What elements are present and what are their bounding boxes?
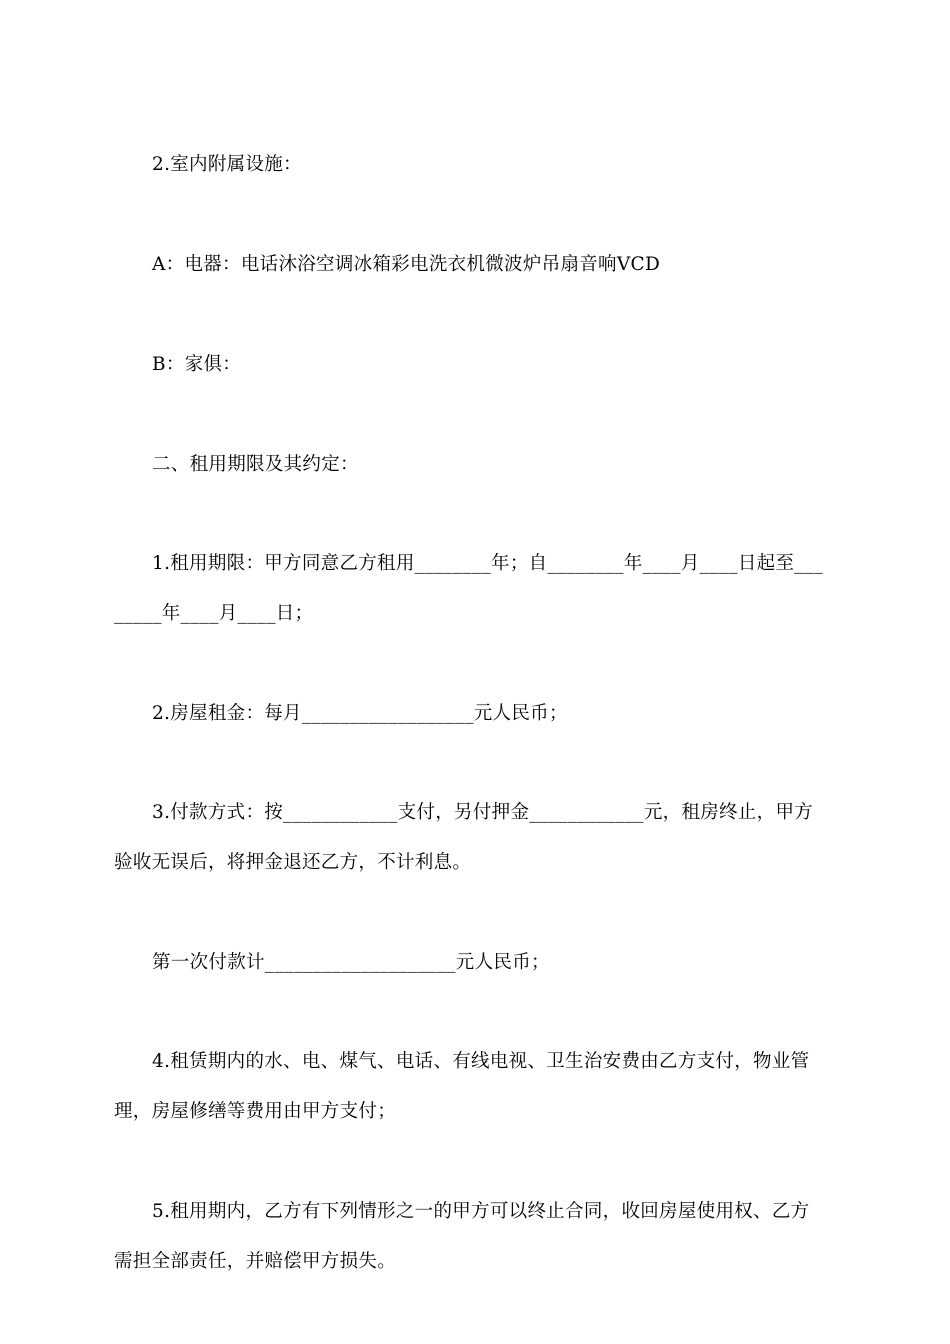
clause-3-line-1: 3.付款方式：按____________支付，另付押金____________元，租房终止，甲方 xyxy=(152,802,814,823)
clause-4-line-1: 4.租赁期内的水、电、煤气、电话、有线电视、卫生治安费由乙方支付，物业管 xyxy=(152,1051,810,1072)
clause-2-rent: 2.房屋租金：每月__________________元人民币； xyxy=(152,703,568,724)
clause-5-line-1: 5.租用期内，乙方有下列情形之一的甲方可以终止合同，收回房屋使用权、乙方 xyxy=(152,1201,810,1222)
clause-4-line-2: 理，房屋修缮等费用由甲方支付； xyxy=(114,1101,397,1122)
clause-1-line-2: _____年____月____日； xyxy=(114,603,314,624)
clause-1-line-1: 1.租用期限：甲方同意乙方租用________年；自________年____月____日起至___ xyxy=(152,553,823,574)
section-heading-lease-term: 二、租用期限及其约定： xyxy=(152,454,359,475)
appliances-line: A：电器：电话沐浴空调冰箱彩电洗衣机微波炉吊扇音响VCD xyxy=(152,254,661,275)
clause-5-line-2: 需担全部责任，并赔偿甲方损失。 xyxy=(114,1251,397,1272)
furniture-line: B：家俱： xyxy=(152,354,242,375)
section-item-2-fixtures: 2.室内附属设施： xyxy=(152,154,302,175)
clause-3-line-2: 验收无误后，将押金退还乙方，不计利息。 xyxy=(114,852,472,873)
first-payment-line: 第一次付款计____________________元人民币； xyxy=(152,952,550,973)
